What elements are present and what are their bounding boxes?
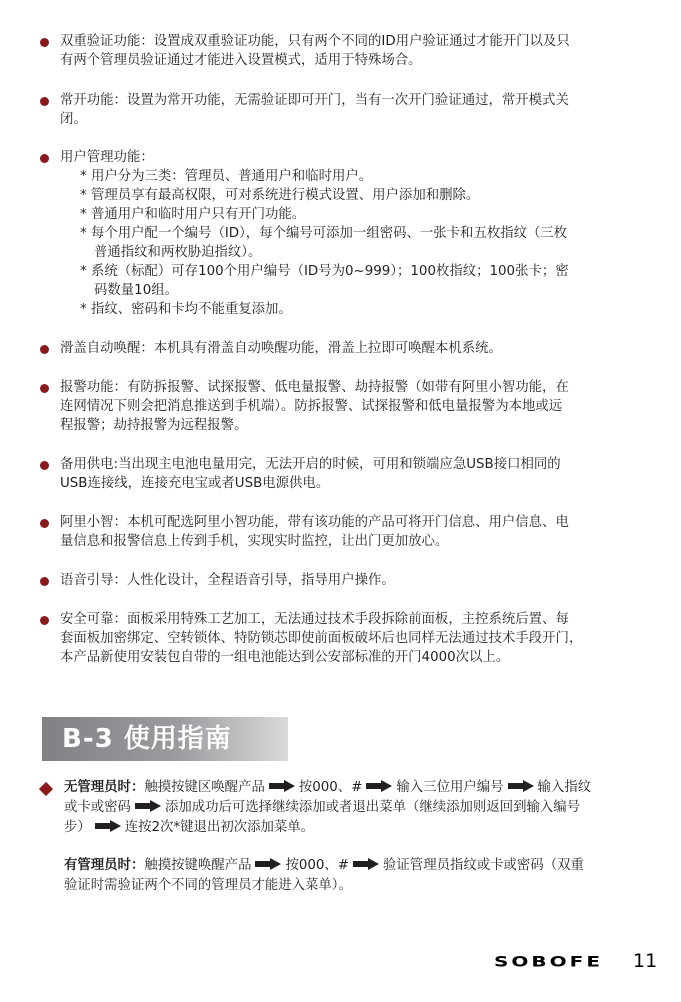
usage-step: 触摸按键区唤醒产品 <box>144 780 265 795</box>
usage-line <box>64 856 664 876</box>
usage-line <box>64 818 664 838</box>
bullet-dot <box>40 519 49 528</box>
feature-text <box>60 455 650 493</box>
feature-text <box>60 571 650 590</box>
arrow-right-icon <box>255 858 281 870</box>
feature-line: 语音引导：人性化设计，全程语音引导，指导用户操作。 <box>60 573 395 588</box>
usage-step: 或卡或密码 <box>64 800 131 815</box>
usage-line <box>64 778 664 798</box>
bullet-dot <box>40 384 49 393</box>
bullet-dot <box>40 461 49 470</box>
usage-step: 添加成功后可选择继续添加或者退出菜单（继续添加则返回到输入编号 <box>164 800 581 815</box>
feature-line: 双重验证功能：设置成双重验证功能，只有两个不同的ID用户验证通过才能开门以及只 <box>60 34 570 49</box>
sub-line: * 管理员享有最高权限，可对系统进行模式设置、用户添加和删除。 <box>80 188 480 203</box>
feature-text <box>60 91 650 129</box>
feature-line: USB连接线，连接充电宝或者USB电源供电。 <box>60 476 330 491</box>
bullet-dot <box>40 345 49 354</box>
feature-text <box>60 339 650 358</box>
usage-line <box>64 798 664 818</box>
usage-step: 输入三位用户编号 <box>396 780 504 795</box>
arrow-right-icon <box>95 820 121 832</box>
sub-line: * 系统（标配）可存100个用户编号（ID号为0~999）；100枚指纹；100张卡；密 <box>80 264 569 279</box>
feature-line: 用户管理功能： <box>60 150 154 165</box>
feature-text <box>60 513 650 551</box>
usage-step: 输入指纹 <box>537 780 592 795</box>
feature-line: 常开功能：设置为常开功能，无需验证即可开门，当有一次开门验证通过，常开模式关 <box>60 93 569 108</box>
feature-line: 连网情况下则会把消息推送到手机端）。防拆报警、试探报警和低电量报警为本地或远 <box>60 399 563 414</box>
feature-text <box>60 148 650 319</box>
arrow-right-icon <box>508 780 534 792</box>
feature-text <box>60 610 650 667</box>
usage-step: 按000、# <box>285 858 350 873</box>
feature-text <box>60 32 650 70</box>
feature-line: 阿里小智：本机可配选阿里小智功能，带有该功能的产品可将开门信息、用户信息、电 <box>60 515 569 530</box>
arrow-right-icon <box>366 780 392 792</box>
arrow-right-icon <box>353 858 379 870</box>
brand-logo: SOBOFE <box>494 953 603 971</box>
feature-line: 报警功能：有防拆报警、试探报警、低电量报警、劫持报警（如带有阿里小智功能，在 <box>60 380 569 395</box>
sub-line: * 每个用户配一个编号（ID），每个编号可添加一组密码、一张卡和五枚指纹（三枚 <box>80 226 568 241</box>
feature-line: 备用供电:当出现主电池电量用完，无法开启的时候，可用和锁端应急USB接口相同的 <box>60 457 561 472</box>
usage-label: 有管理员时： <box>64 858 145 873</box>
usage-step: 按000、# <box>298 780 363 795</box>
usage-line: 验证时需验证两个不同的管理员才能进入菜单）。 <box>64 878 352 893</box>
sub-line: * 用户分为三类：管理员、普通用户和临时用户。 <box>80 169 373 184</box>
feature-line: 程报警；劫持报警为远程报警。 <box>60 418 248 433</box>
sub-line: * 指纹、密码和卡均不能重复添加。 <box>80 302 292 317</box>
feature-line: 本产品新使用安装包自带的一组电池能达到公安部标准的开门4000次以上。 <box>60 650 510 665</box>
bullet-dot <box>40 577 49 586</box>
feature-line: 量信息和报警信息上传到手机，实现实时监控，让出门更加放心。 <box>60 534 449 549</box>
feature-line: 滑盖自动唤醒：本机具有滑盖自动唤醒功能，滑盖上拉即可唤醒本机系统。 <box>60 341 502 356</box>
page-number: 11 <box>633 950 658 972</box>
bullet-dot <box>40 97 49 106</box>
bullet-dot <box>40 38 49 47</box>
diamond-bullet-icon <box>39 782 53 796</box>
feature-line: 套面板加密绑定、空转锁体、特防锁芯即使前面板破坏后也同样无法通过技术手段开门， <box>60 631 583 646</box>
usage-label: 无管理员时： <box>64 780 145 795</box>
feature-line: 有两个管理员验证通过才能进入设置模式，适用于特殊场合。 <box>60 53 422 68</box>
usage-step: 触摸按键唤醒产品 <box>144 858 252 873</box>
section-heading-bar <box>42 717 288 761</box>
feature-text <box>60 378 650 435</box>
usage-step: 步） <box>64 820 91 835</box>
usage-step: 验证管理员指纹或卡或密码（双重 <box>383 858 584 873</box>
usage-with-admin <box>64 856 664 896</box>
sub-line: * 普通用户和临时用户只有开门功能。 <box>80 207 306 222</box>
feature-line: 闭。 <box>60 112 87 127</box>
arrow-right-icon <box>269 780 295 792</box>
sub-line: 普通指纹和两枚胁迫指纹）。 <box>94 245 262 260</box>
arrow-right-icon <box>135 800 161 812</box>
feature-line: 安全可靠：面板采用特殊工艺加工，无法通过技术手段拆除前面板，主控系统后置、每 <box>60 612 569 627</box>
sub-line: 码数量10组。 <box>94 283 178 298</box>
bullet-dot <box>40 616 49 625</box>
usage-no-admin <box>64 778 664 838</box>
section-title: B-3 使用指南 <box>62 724 232 754</box>
bullet-dot <box>40 154 49 163</box>
usage-step: 连按2次*键退出初次添加菜单。 <box>124 820 315 835</box>
